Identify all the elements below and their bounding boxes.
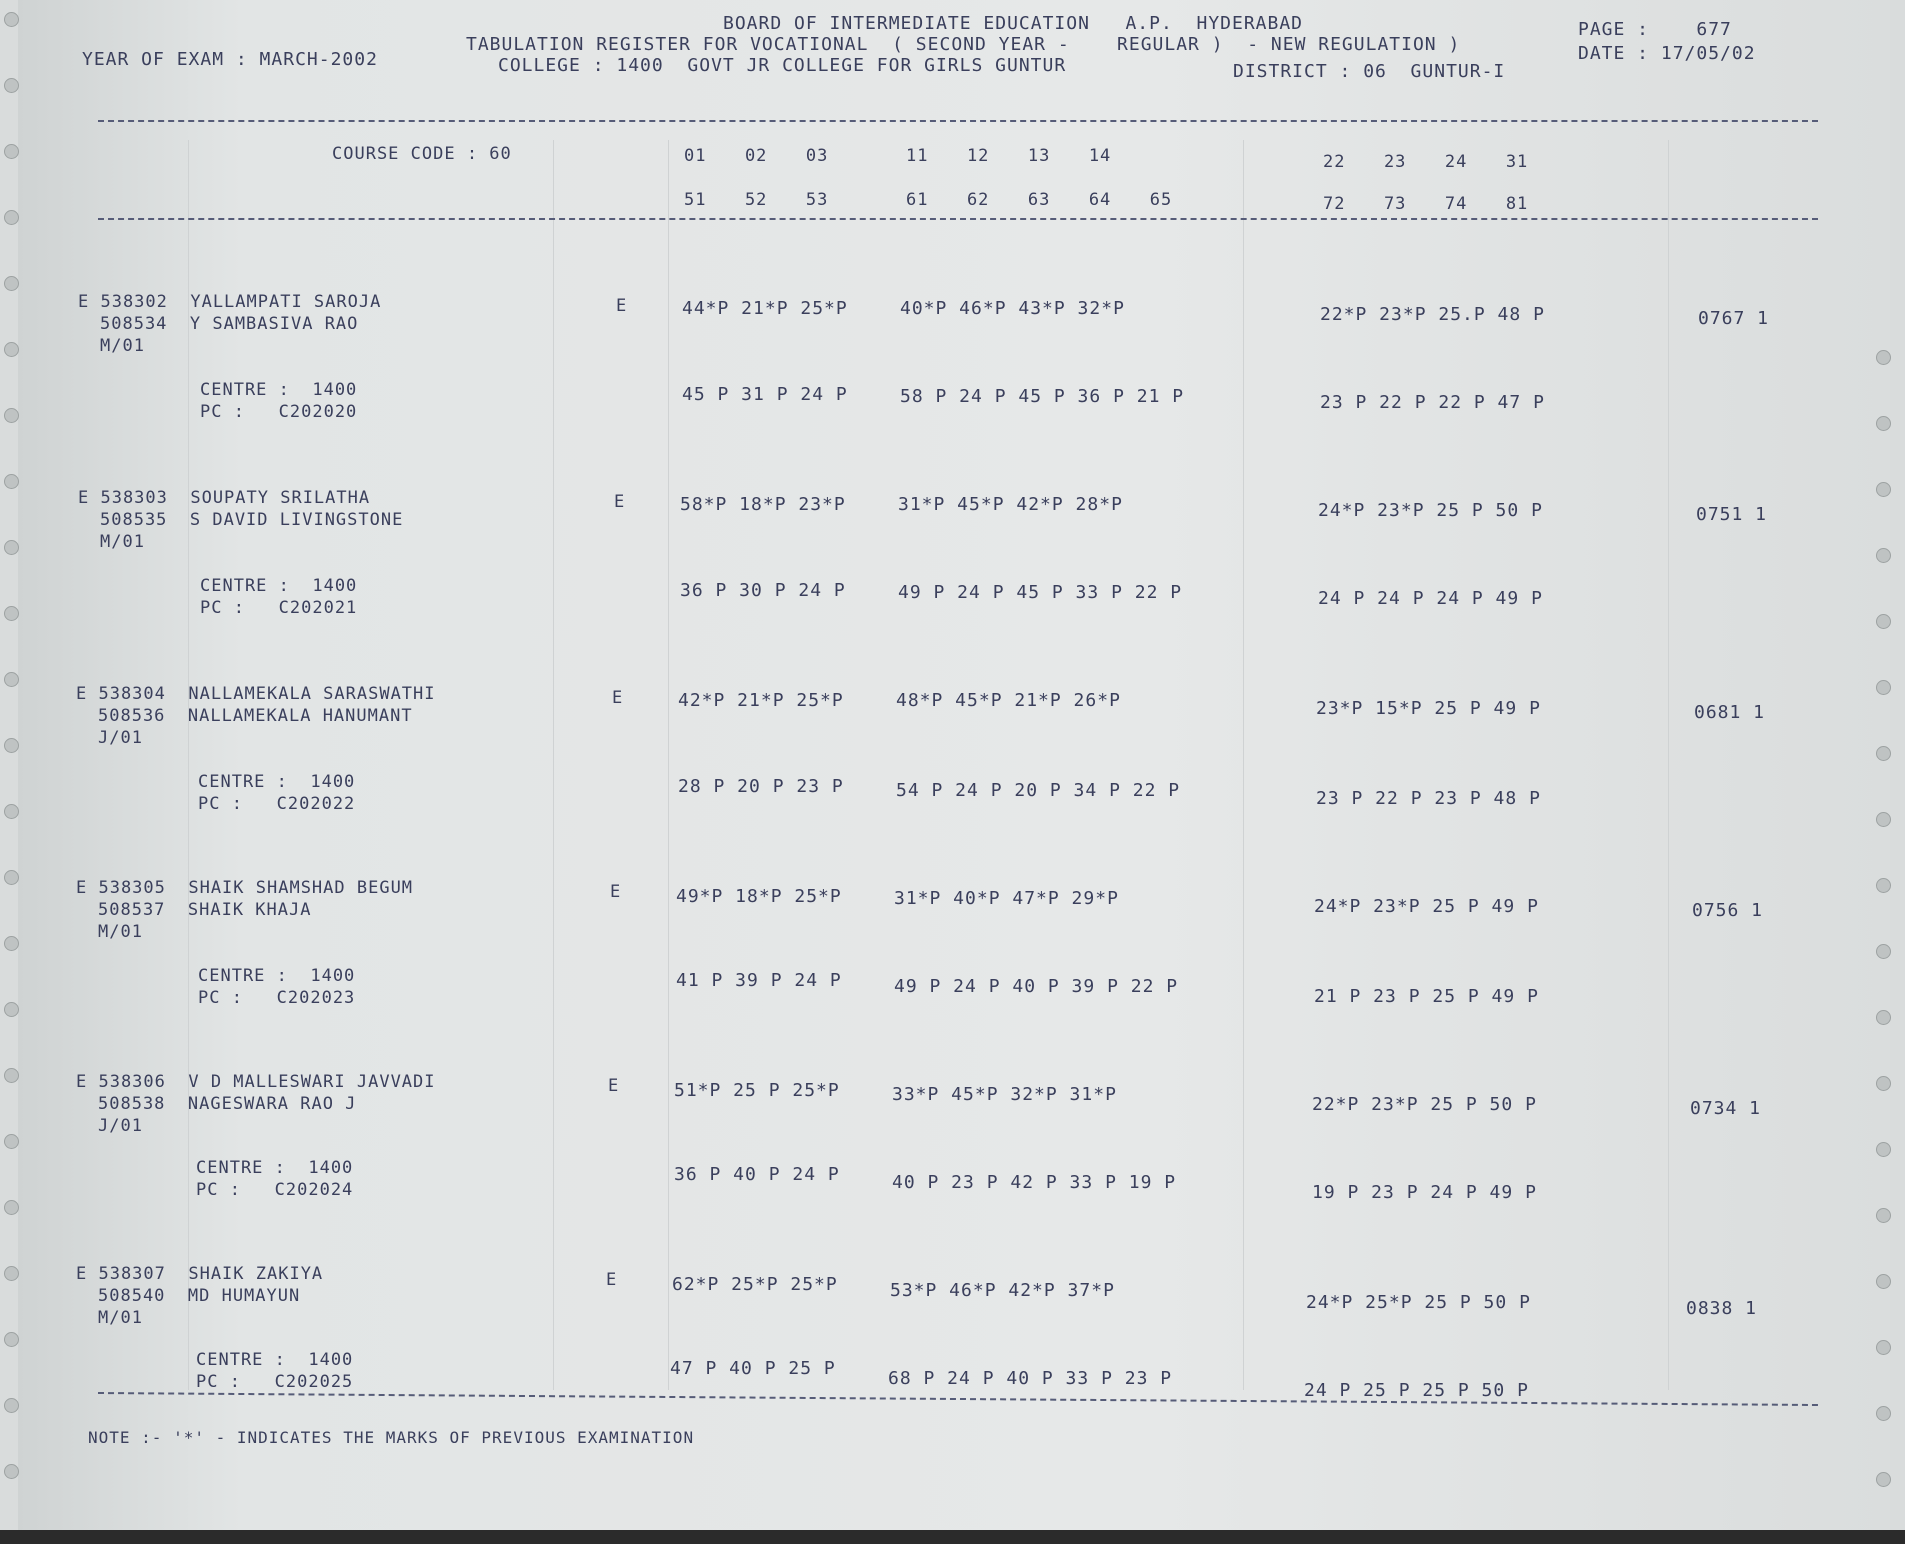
- footer-divider: [98, 1392, 1818, 1406]
- subject-codes-c2: 72 73 74 81: [1323, 194, 1529, 214]
- medium: E: [610, 882, 622, 902]
- marks-second-a: 47 P 40 P 25 P: [670, 1358, 836, 1379]
- marks-first-b: 31*P 40*P 47*P 29*P: [894, 888, 1119, 909]
- column-header-divider: [98, 218, 1818, 220]
- right-feed-holes: [1876, 0, 1905, 1530]
- category-code: M/01: [100, 336, 145, 356]
- pc-code: PC : C202022: [198, 794, 356, 814]
- medium: E: [616, 296, 628, 316]
- marks-first-a: 44*P 21*P 25*P: [682, 298, 848, 319]
- marks-first-c: 24*P 25*P 25 P 50 P: [1306, 1292, 1531, 1313]
- marks-second-c: 19 P 23 P 24 P 49 P: [1312, 1182, 1537, 1203]
- total-marks: 0756 1: [1692, 900, 1764, 921]
- board-title: BOARD OF INTERMEDIATE EDUCATION A.P. HYDERABAD: [723, 13, 1304, 34]
- centre: CENTRE : 1400: [196, 1158, 354, 1178]
- report-date: DATE : 17/05/02: [1578, 43, 1756, 64]
- ghost-column-line: [1668, 140, 1669, 1390]
- ghost-column-line: [553, 140, 554, 1390]
- marks-second-c: 21 P 23 P 25 P 49 P: [1314, 986, 1539, 1007]
- subject-codes-b2: 61 62 63 64 65: [906, 190, 1173, 210]
- left-feed-holes: [4, 0, 34, 1530]
- roll-and-name: E 538302 YALLAMPATI SAROJA: [78, 292, 382, 312]
- medium: E: [608, 1076, 620, 1096]
- header-divider: [98, 120, 1818, 122]
- marks-first-b: 53*P 46*P 42*P 37*P: [890, 1280, 1115, 1301]
- marks-second-a: 36 P 40 P 24 P: [674, 1164, 840, 1185]
- centre: CENTRE : 1400: [198, 772, 356, 792]
- roll-and-name: E 538307 SHAIK ZAKIYA: [76, 1264, 324, 1284]
- pc-code: PC : C202025: [196, 1372, 354, 1392]
- marks-second-a: 36 P 30 P 24 P: [680, 580, 846, 601]
- pc-code: PC : C202020: [200, 402, 358, 422]
- total-marks: 0681 1: [1694, 702, 1766, 723]
- marks-second-b: 40 P 23 P 42 P 33 P 19 P: [892, 1172, 1177, 1193]
- register-sheet: [18, 0, 1890, 1530]
- year-of-exam: YEAR OF EXAM : MARCH-2002: [82, 49, 378, 70]
- category-code: M/01: [98, 922, 143, 942]
- total-marks: 0767 1: [1698, 308, 1770, 329]
- medium: E: [612, 688, 624, 708]
- ghost-column-line: [1243, 140, 1244, 1390]
- category-code: J/01: [98, 1116, 143, 1136]
- medium: E: [606, 1270, 618, 1290]
- subject-codes-a1: 01 02 03: [684, 146, 829, 166]
- roll-and-name: E 538303 SOUPATY SRILATHA: [78, 488, 371, 508]
- pc-code: PC : C202023: [198, 988, 356, 1008]
- total-marks: 0838 1: [1686, 1298, 1758, 1319]
- marks-first-b: 31*P 45*P 42*P 28*P: [898, 494, 1123, 515]
- page-number: PAGE : 677: [1578, 19, 1732, 40]
- category-code: M/01: [100, 532, 145, 552]
- marks-second-b: 54 P 24 P 20 P 34 P 22 P: [896, 780, 1181, 801]
- scanner-edge: [0, 1530, 1905, 1544]
- marks-second-b: 68 P 24 P 40 P 33 P 23 P: [888, 1368, 1173, 1389]
- centre: CENTRE : 1400: [200, 380, 358, 400]
- marks-first-c: 22*P 23*P 25.P 48 P: [1320, 304, 1545, 325]
- roll-and-name: E 538306 V D MALLESWARI JAVVADI: [76, 1072, 436, 1092]
- register-title: TABULATION REGISTER FOR VOCATIONAL ( SECOND YEAR - REGULAR ) - NEW REGULATION ): [466, 34, 1461, 55]
- marks-first-c: 22*P 23*P 25 P 50 P: [1312, 1094, 1537, 1115]
- course-code: COURSE CODE : 60: [332, 144, 512, 164]
- marks-first-b: 48*P 45*P 21*P 26*P: [896, 690, 1121, 711]
- marks-second-a: 45 P 31 P 24 P: [682, 384, 848, 405]
- total-marks: 0751 1: [1696, 504, 1768, 525]
- pc-code: PC : C202024: [196, 1180, 354, 1200]
- subject-codes-c1: 22 23 24 31: [1323, 152, 1529, 172]
- category-code: J/01: [98, 728, 143, 748]
- centre: CENTRE : 1400: [198, 966, 356, 986]
- ref-and-father-name: 508537 SHAIK KHAJA: [98, 900, 312, 920]
- marks-second-a: 41 P 39 P 24 P: [676, 970, 842, 991]
- marks-second-b: 58 P 24 P 45 P 36 P 21 P: [900, 386, 1185, 407]
- district: DISTRICT : 06 GUNTUR-I: [1233, 61, 1506, 82]
- marks-second-c: 23 P 22 P 22 P 47 P: [1320, 392, 1545, 413]
- ref-and-father-name: 508538 NAGESWARA RAO J: [98, 1094, 357, 1114]
- marks-second-a: 28 P 20 P 23 P: [678, 776, 844, 797]
- subject-codes-b1: 11 12 13 14: [906, 146, 1112, 166]
- marks-first-a: 51*P 25 P 25*P: [674, 1080, 840, 1101]
- ghost-column-line: [668, 140, 669, 1390]
- marks-first-b: 40*P 46*P 43*P 32*P: [900, 298, 1125, 319]
- roll-and-name: E 538305 SHAIK SHAMSHAD BEGUM: [76, 878, 414, 898]
- subject-codes-a2: 51 52 53: [684, 190, 829, 210]
- marks-first-c: 23*P 15*P 25 P 49 P: [1316, 698, 1541, 719]
- total-marks: 0734 1: [1690, 1098, 1762, 1119]
- centre: CENTRE : 1400: [196, 1350, 354, 1370]
- medium: E: [614, 492, 626, 512]
- marks-first-c: 24*P 23*P 25 P 50 P: [1318, 500, 1543, 521]
- roll-and-name: E 538304 NALLAMEKALA SARASWATHI: [76, 684, 436, 704]
- marks-second-c: 24 P 25 P 25 P 50 P: [1304, 1380, 1529, 1401]
- marks-second-c: 23 P 22 P 23 P 48 P: [1316, 788, 1541, 809]
- marks-first-a: 42*P 21*P 25*P: [678, 690, 844, 711]
- marks-first-a: 58*P 18*P 23*P: [680, 494, 846, 515]
- category-code: M/01: [98, 1308, 143, 1328]
- ref-and-father-name: 508534 Y SAMBASIVA RAO: [100, 314, 359, 334]
- marks-first-a: 62*P 25*P 25*P: [672, 1274, 838, 1295]
- ref-and-father-name: 508536 NALLAMEKALA HANUMANT: [98, 706, 413, 726]
- footnote: NOTE :- '*' - INDICATES THE MARKS OF PREVIOUS EXAMINATION: [88, 1428, 695, 1447]
- marks-second-b: 49 P 24 P 45 P 33 P 22 P: [898, 582, 1183, 603]
- centre: CENTRE : 1400: [200, 576, 358, 596]
- ref-and-father-name: 508540 MD HUMAYUN: [98, 1286, 301, 1306]
- marks-first-c: 24*P 23*P 25 P 49 P: [1314, 896, 1539, 917]
- marks-first-b: 33*P 45*P 32*P 31*P: [892, 1084, 1117, 1105]
- college-name: COLLEGE : 1400 GOVT JR COLLEGE FOR GIRLS GUNTUR: [498, 55, 1067, 76]
- marks-second-c: 24 P 24 P 24 P 49 P: [1318, 588, 1543, 609]
- pc-code: PC : C202021: [200, 598, 358, 618]
- marks-second-b: 49 P 24 P 40 P 39 P 22 P: [894, 976, 1179, 997]
- marks-first-a: 49*P 18*P 25*P: [676, 886, 842, 907]
- ref-and-father-name: 508535 S DAVID LIVINGSTONE: [100, 510, 404, 530]
